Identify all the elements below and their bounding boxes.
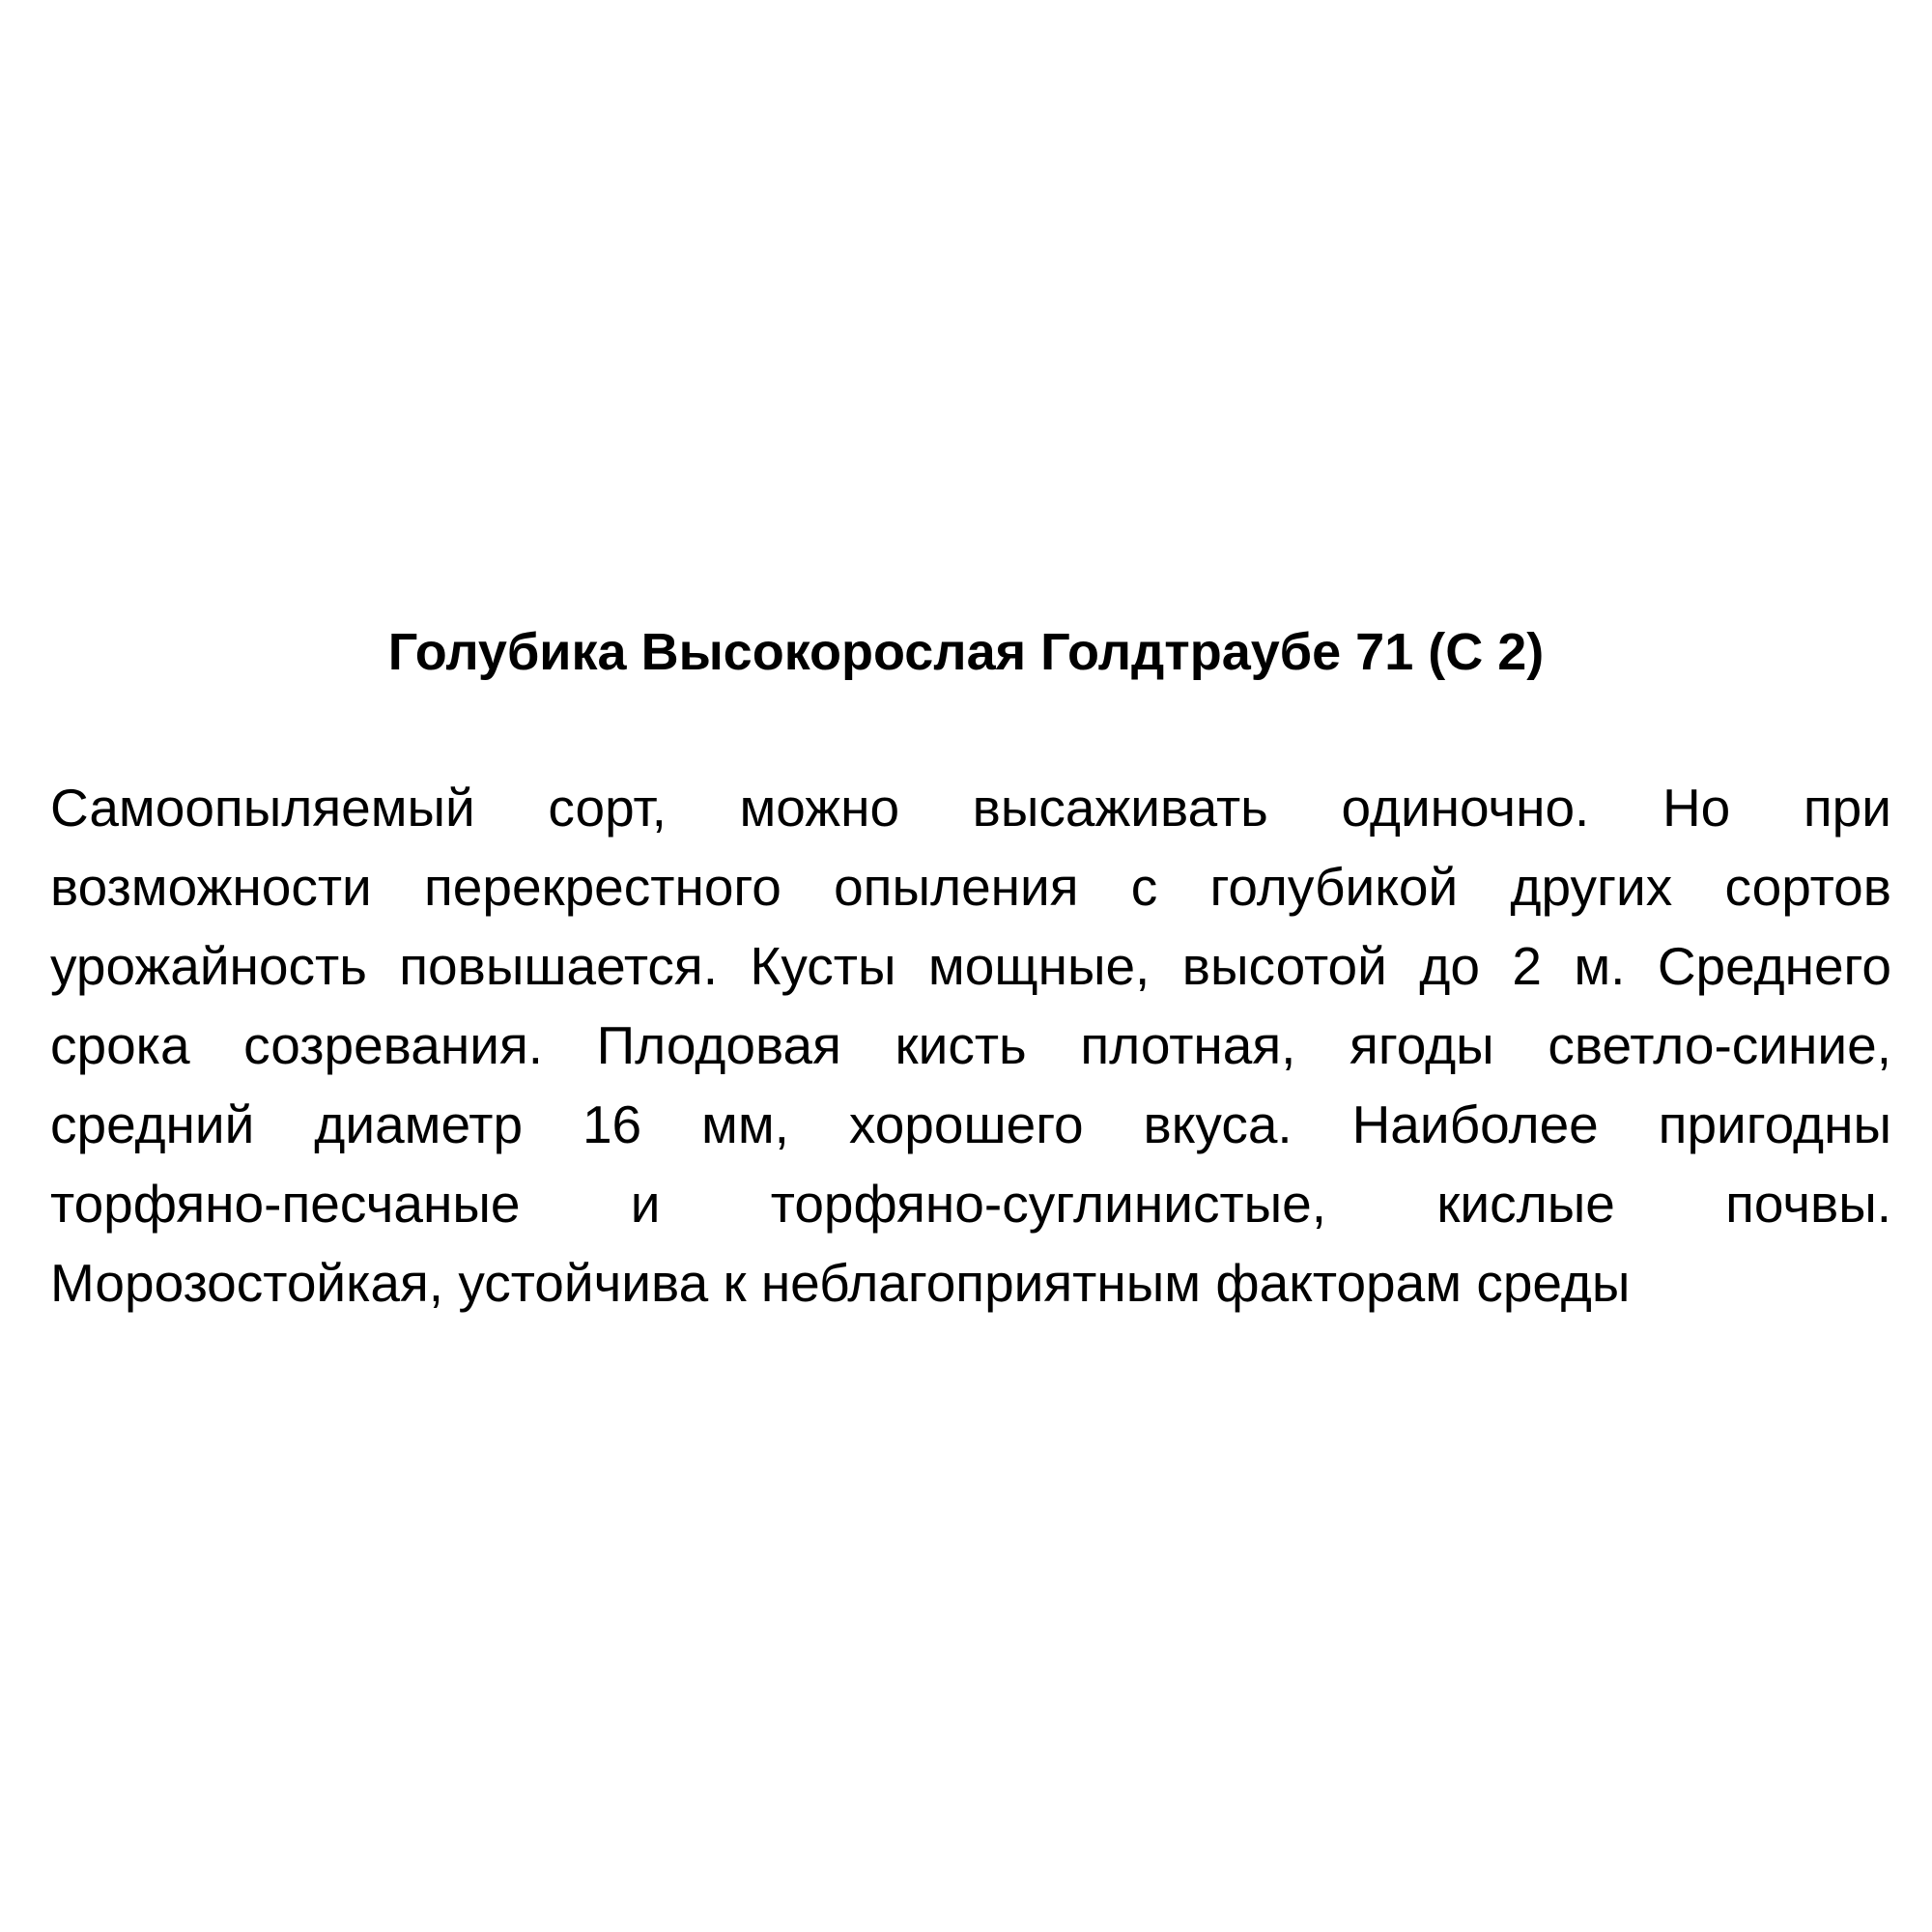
description-line: урожайность повышается. Кусты мощные, высотой до 2 м. Среднего [50,936,1891,996]
description-line: Морозостойкая, устойчива к неблагоприятным факторам среды [50,1253,1631,1313]
description-line: средний диаметр 16 мм, хорошего вкуса. Наиболее пригодны [50,1094,1891,1154]
description-line: Самоопыляемый сорт, можно высаживать одиночно. Но при [50,778,1891,838]
description-line: возможности перекрестного опыления с голубикой других сортов [50,857,1891,917]
description-line: срока созревания. Плодовая кисть плотная, ягоды светло-синие, [50,1015,1891,1075]
product-title: Голубика Высокорослая Голдтраубе 71 (С 2) [387,623,1545,681]
description-line: торфяно-песчаные и торфяно-суглинистые, кислые почвы. [50,1174,1891,1234]
product-description [50,768,1891,1322]
